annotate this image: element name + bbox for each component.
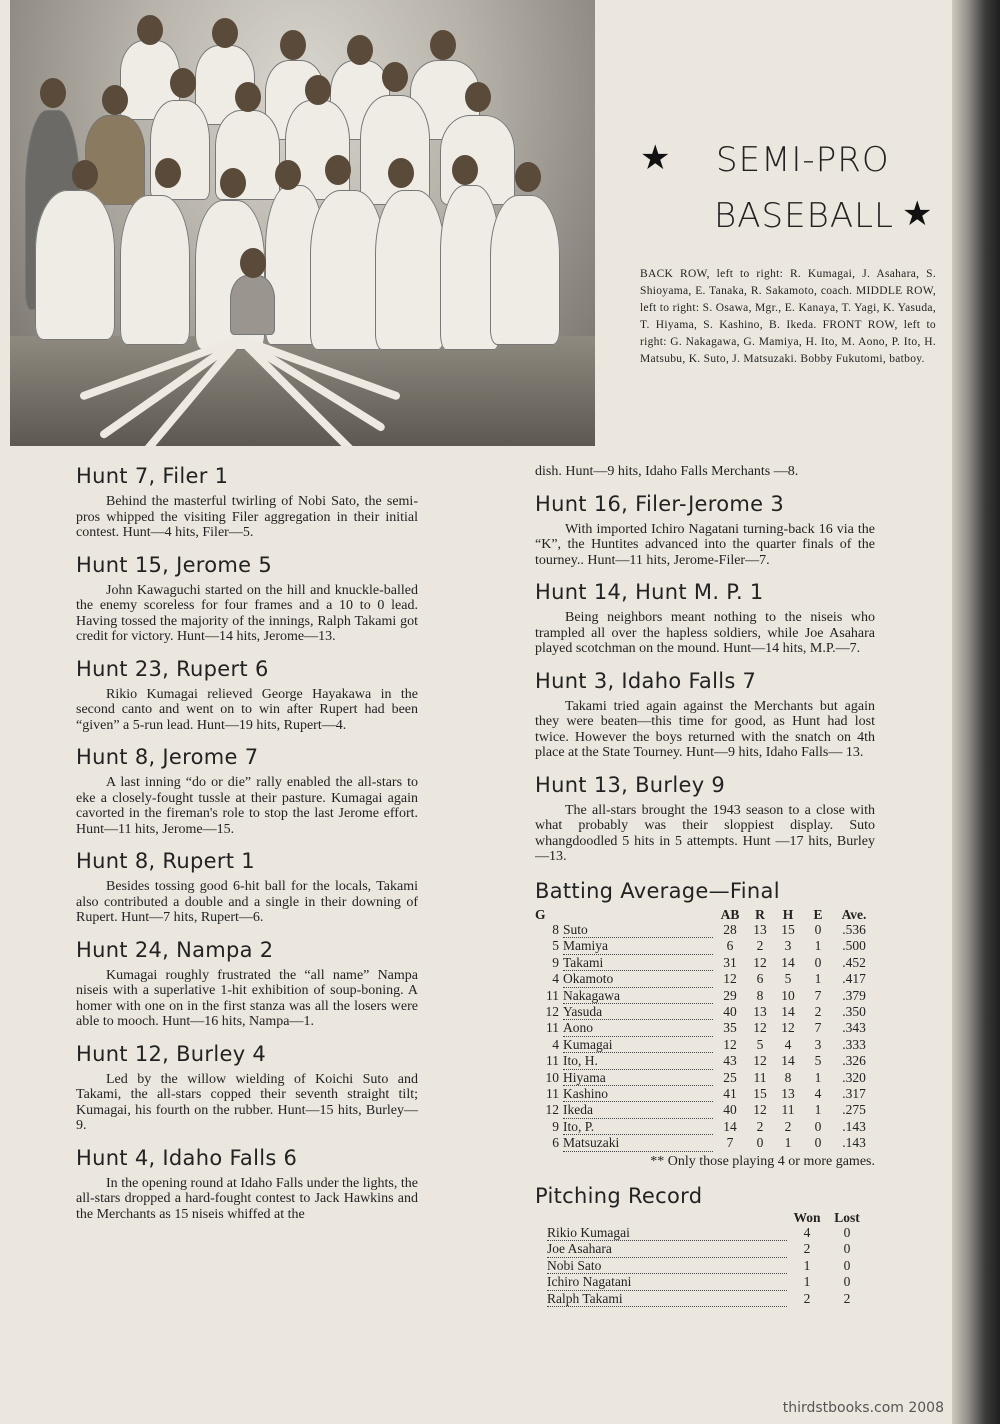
game-report (535, 580, 875, 657)
batting-cell: .350 (842, 1003, 866, 1019)
batting-cell: 2 (784, 1118, 792, 1134)
batting-row (535, 987, 875, 1003)
pitching-cell: 2 (843, 1290, 851, 1306)
batting-cell: 11 (546, 1085, 559, 1101)
game-text: With imported Ichiro Nagatani turning-back 16 via the “K”, the Huntites advanced into the quarter finals of the tourney.. Hunt—11 hits, Jerome-Filer—7. (535, 521, 875, 568)
batting-row (535, 1053, 875, 1069)
game-heading: Hunt 8, Jerome 7 (76, 745, 259, 769)
batting-cell: Mamiya (563, 938, 713, 954)
batting-cell: 2 (814, 1003, 822, 1019)
game-heading: Hunt 12, Burley 4 (76, 1041, 267, 1066)
batting-cell: 12 (753, 1102, 767, 1118)
batting-cell: 11 (753, 1069, 767, 1085)
batting-cell: 43 (723, 1053, 737, 1069)
game-heading: Hunt 8, Rupert 1 (76, 849, 255, 873)
batting-cell: 0 (814, 1135, 822, 1151)
batting-cell: 5 (814, 1053, 822, 1069)
batting-cell: .326 (842, 1053, 866, 1069)
game-heading: Hunt 3, Idaho Falls 7 (535, 668, 757, 693)
pitching-header-row (547, 1210, 867, 1225)
page-title-line2: BASEBALL (714, 196, 894, 236)
batting-cell: 13 (781, 1085, 795, 1101)
batting-cell: .275 (842, 1102, 866, 1118)
batting-cell: 2 (756, 938, 764, 954)
batting-row (535, 1118, 875, 1134)
star-icon: ★ (902, 196, 933, 233)
batting-cell: 14 (781, 954, 795, 970)
batting-cell: .333 (842, 1036, 866, 1052)
batting-cell: 1 (814, 971, 822, 987)
game-report (76, 1042, 418, 1134)
pitching-cell: 4 (803, 1225, 811, 1241)
batting-row (535, 938, 875, 954)
batting-cell: Ikeda (563, 1102, 713, 1118)
batting-cell: 13 (753, 1003, 767, 1019)
batting-cell: 11 (546, 1020, 559, 1036)
photo-caption: BACK ROW, left to right: R. Kumagai, J. Asahara, S. Shioyama, E. Tanaka, R. Sakamoto, coach. MIDDLE ROW, left to right: S. Osawa, Mgr., E. Kanaya, T. Yagi, K. Yasuda, T. Hiyama, S. Kashino, B. Ikeda. FRONT ROW, left to right: G. Nakagawa, G. Mamiya, H. Ito, M. Aono, P. Ito, H. Matsubu, K. Suto, J. Matsuzaki. Bobby Fukutomi, batboy. (640, 268, 936, 365)
pitching-cell: 0 (843, 1241, 851, 1257)
batting-cell: 0 (814, 922, 822, 938)
game-heading: Hunt 14, Hunt M. P. 1 (535, 580, 764, 604)
batting-cell: Okamoto (563, 971, 713, 987)
batting-cell: 28 (723, 922, 737, 938)
batting-cell: 8 (756, 987, 764, 1003)
game-report (535, 773, 875, 865)
batting-cell: 1 (784, 1135, 792, 1151)
batting-title: Batting Average—Final (535, 878, 780, 903)
batting-row (535, 1135, 875, 1151)
batting-cell: 12 (723, 1036, 737, 1052)
continued-text: dish. Hunt—9 hits, Idaho Falls Merchants —8. (535, 464, 799, 479)
batting-cell: 5 (784, 971, 792, 987)
batting-cell: Nakagawa (563, 987, 713, 1003)
page-edge (952, 0, 1000, 1424)
game-heading: Hunt 24, Nampa 2 (76, 937, 274, 962)
batting-cell: 6 (552, 1135, 559, 1151)
game-text: Besides tossing good 6-hit ball for the locals, Takami also contributed a double and a single in their downing of Rupert. Hunt—7 hits, Rupert—6. (76, 879, 418, 925)
pitching-row (547, 1241, 867, 1257)
batting-cell: 14 (781, 1053, 795, 1069)
game-heading: Hunt 15, Jerome 5 (76, 552, 273, 577)
batting-cell: 5 (552, 938, 559, 954)
pitching-cell: 1 (803, 1257, 811, 1273)
batting-header-cell: G (535, 906, 546, 922)
game-text: John Kawaguchi started on the hill and knuckle-balled the enemy scoreless for four frames and a 10 to 0 lead. Having tossed the majority of the innings, Ralph Takami got credit for victory. Hunt—14 hits, Jerome—13. (76, 582, 418, 644)
batting-cell: 11 (546, 1053, 559, 1069)
batting-cell: Hiyama (563, 1069, 713, 1085)
batting-cell: 10 (781, 987, 795, 1003)
batting-cell: 40 (723, 1102, 737, 1118)
batting-row (535, 1069, 875, 1085)
batting-cell: 1 (814, 1102, 822, 1118)
game-text: In the opening round at Idaho Falls under the lights, the all-stars dropped a hard-fought contest to Jack Hawkins and the Merchants as 15 niseis whiffed at the (76, 1175, 418, 1222)
batting-cell: 12 (781, 1020, 795, 1036)
batting-cell: 9 (552, 954, 559, 970)
game-text: Takami tried again against the Merchants but again they were beaten—this time for good, as Hunt had lost twice. However the boys returned with the snatch on 4th place at the State Tourney. Hunt—9 hits, Idaho Falls— 13. (535, 698, 875, 760)
pitching-title: Pitching Record (535, 1183, 703, 1208)
batting-cell: 8 (552, 922, 559, 938)
game-heading: Hunt 16, Filer-Jerome 3 (535, 491, 785, 516)
pitching-cell: 2 (803, 1241, 811, 1257)
batting-cell: 25 (723, 1069, 737, 1085)
right-column (535, 464, 875, 1307)
game-report (76, 657, 418, 734)
game-report (76, 745, 418, 837)
batting-cell: 3 (784, 938, 792, 954)
batting-cell: .343 (842, 1020, 866, 1036)
batting-header-cell: E (813, 906, 823, 922)
batting-row (535, 922, 875, 938)
batting-cell: 1 (814, 938, 822, 954)
batting-cell: 4 (814, 1085, 822, 1101)
star-icon: ★ (640, 140, 671, 177)
batting-cell: 4 (552, 971, 559, 987)
batting-cell: 7 (726, 1135, 734, 1151)
batting-cell: 7 (814, 987, 822, 1003)
batting-header-cell: AB (720, 906, 740, 922)
batting-cell: 13 (753, 922, 767, 938)
batting-cell: 11 (546, 987, 559, 1003)
batting-cell: Yasuda (563, 1003, 713, 1019)
pitching-cell: 0 (843, 1225, 851, 1241)
batting-cell: .417 (842, 971, 866, 987)
game-heading: Hunt 4, Idaho Falls 6 (76, 1145, 298, 1170)
batting-cell: Kumagai (563, 1036, 713, 1052)
batting-row (535, 1085, 875, 1101)
pitching-row (547, 1257, 867, 1273)
game-report (76, 464, 418, 541)
game-report (76, 1146, 418, 1223)
game-report (76, 938, 418, 1030)
batting-row (535, 1102, 875, 1118)
batting-cell: 0 (814, 954, 822, 970)
batting-cell: .536 (842, 922, 866, 938)
pitching-cell: 2 (803, 1290, 811, 1306)
batting-row (535, 1003, 875, 1019)
game-report (76, 553, 418, 645)
game-heading: Hunt 7, Filer 1 (76, 464, 229, 488)
batting-header-cell: H (782, 906, 794, 922)
batting-header-cell (563, 907, 713, 922)
batting-cell: .500 (842, 938, 866, 954)
batting-cell: 14 (781, 1003, 795, 1019)
batting-cell: 12 (753, 1053, 767, 1069)
left-column (76, 464, 418, 1234)
pitching-header-cell: Lost (834, 1209, 860, 1225)
pitching-row (547, 1225, 867, 1241)
batting-cell: 12 (753, 954, 767, 970)
game-text: Kumagai roughly frustrated the “all name” Nampa niseis with a superlative 1-hit exhibition of soup-boning. A homer with one on in the first stanza was all the losers were able to mooch. Hunt—16 hits, Nampa—1. (76, 967, 418, 1029)
batting-cell: .143 (842, 1118, 866, 1134)
batting-header-cell: R (755, 906, 765, 922)
game-heading: Hunt 13, Burley 9 (535, 772, 726, 797)
batting-cell: 6 (726, 938, 734, 954)
pitching-table (547, 1210, 867, 1307)
batting-cell: 9 (552, 1118, 559, 1134)
game-heading: Hunt 23, Rupert 6 (76, 656, 269, 681)
batting-table (535, 907, 875, 1152)
batting-cell: 35 (723, 1020, 737, 1036)
batting-cell: 7 (814, 1020, 822, 1036)
pitching-cell: 0 (843, 1274, 851, 1290)
batting-cell: Ito, H. (563, 1053, 713, 1069)
game-text: The all-stars brought the 1943 season to a close with what probably was their sloppiest display. Suto whangdoodled 5 hits in 5 attempts. Hunt —17 hits, Burley —13. (535, 802, 875, 864)
game-text: Being neighbors meant nothing to the niseis who trampled all over the hapless soldiers, while Joe Asahara played scotchman on the mound. Hunt—14 hits, M.P.—7. (535, 610, 875, 656)
pitching-header-blank (547, 1210, 787, 1225)
pitching-cell: Rikio Kumagai (547, 1225, 787, 1241)
batting-note: ** Only those playing 4 or more games. (650, 1153, 875, 1169)
batting-cell: 11 (781, 1102, 795, 1118)
batting-cell: Aono (563, 1020, 713, 1036)
batting-cell: Matsuzaki (563, 1135, 713, 1151)
batting-cell: 15 (753, 1085, 767, 1101)
batting-row (535, 971, 875, 987)
batting-cell: Ito, P. (563, 1118, 713, 1134)
batting-cell: .317 (842, 1085, 866, 1101)
batting-cell: .143 (842, 1135, 866, 1151)
pitching-cell: Ichiro Nagatani (547, 1274, 787, 1290)
batting-cell: 14 (723, 1118, 737, 1134)
batting-cell: 29 (723, 987, 737, 1003)
batting-cell: 5 (756, 1036, 764, 1052)
batting-cell: 15 (781, 922, 795, 938)
batting-header-cell: Ave. (841, 906, 867, 922)
batting-cell: 8 (784, 1069, 792, 1085)
batting-cell: .379 (842, 987, 866, 1003)
game-report (76, 849, 418, 926)
footer-watermark: thirdstbooks.com 2008 (782, 1400, 944, 1416)
batting-cell: .320 (842, 1069, 866, 1085)
batting-cell: 1 (814, 1069, 822, 1085)
batting-cell: 12 (753, 1020, 767, 1036)
team-photo (10, 0, 595, 446)
batting-cell: 12 (545, 1003, 559, 1019)
pitching-cell: 0 (843, 1257, 851, 1273)
game-text: Behind the masterful twirling of Nobi Sato, the semi-pros whipped the visiting Filer aggregation in their initial contest. Hunt—4 hits, Filer—5. (76, 494, 418, 540)
batting-cell: 6 (756, 971, 764, 987)
batting-header-row (535, 907, 875, 922)
game-report (535, 669, 875, 761)
batting-cell: Takami (563, 954, 713, 970)
pitching-header-cell: Won (793, 1209, 821, 1225)
pitching-cell: Ralph Takami (547, 1290, 787, 1306)
batting-cell: 2 (756, 1118, 764, 1134)
batting-cell: Suto (563, 922, 713, 938)
pitching-cell: 1 (803, 1274, 811, 1290)
right-games (535, 492, 875, 865)
batting-cell: 12 (723, 971, 737, 987)
game-text: Rikio Kumagai relieved George Hayakawa in the second canto and went on to win after Rupert had been “given” a 5-run lead. Hunt—19 hits, Rupert—4. (76, 686, 418, 733)
batting-cell: 4 (784, 1036, 792, 1052)
batting-row (535, 954, 875, 970)
game-text: A last inning “do or die” rally enabled the all-stars to eke a closely-fought tussle at their pasture. Kumagai again cavorted in the fireman's role to stop the last Jerome effort. Hunt—11 hits, Jerome—15. (76, 775, 418, 837)
batting-cell: 41 (723, 1085, 737, 1101)
batting-cell: 4 (552, 1036, 559, 1052)
batting-cell: 10 (545, 1069, 559, 1085)
pitching-row (547, 1274, 867, 1290)
batting-cell: 40 (723, 1003, 737, 1019)
batting-cell: 3 (814, 1036, 822, 1052)
pitching-row (547, 1290, 867, 1306)
batting-cell: .452 (842, 954, 866, 970)
batting-cell: 12 (545, 1102, 559, 1118)
pitching-cell: Joe Asahara (547, 1241, 787, 1257)
batting-cell: 0 (756, 1135, 764, 1151)
game-report (535, 492, 875, 569)
game-text: Led by the willow wielding of Koichi Suto and Takami, the all-stars copped their seventh straight tilt; Kumagai, his fourth on the rubber. Hunt—15 hits, Burley—9. (76, 1071, 418, 1133)
pitching-cell: Nobi Sato (547, 1257, 787, 1273)
page-title-line1: SEMI-PRO (716, 140, 890, 180)
batting-cell: Kashino (563, 1085, 713, 1101)
batting-cell: 0 (814, 1118, 822, 1134)
batting-row (535, 1020, 875, 1036)
batting-row (535, 1036, 875, 1052)
batting-cell: 31 (723, 954, 737, 970)
